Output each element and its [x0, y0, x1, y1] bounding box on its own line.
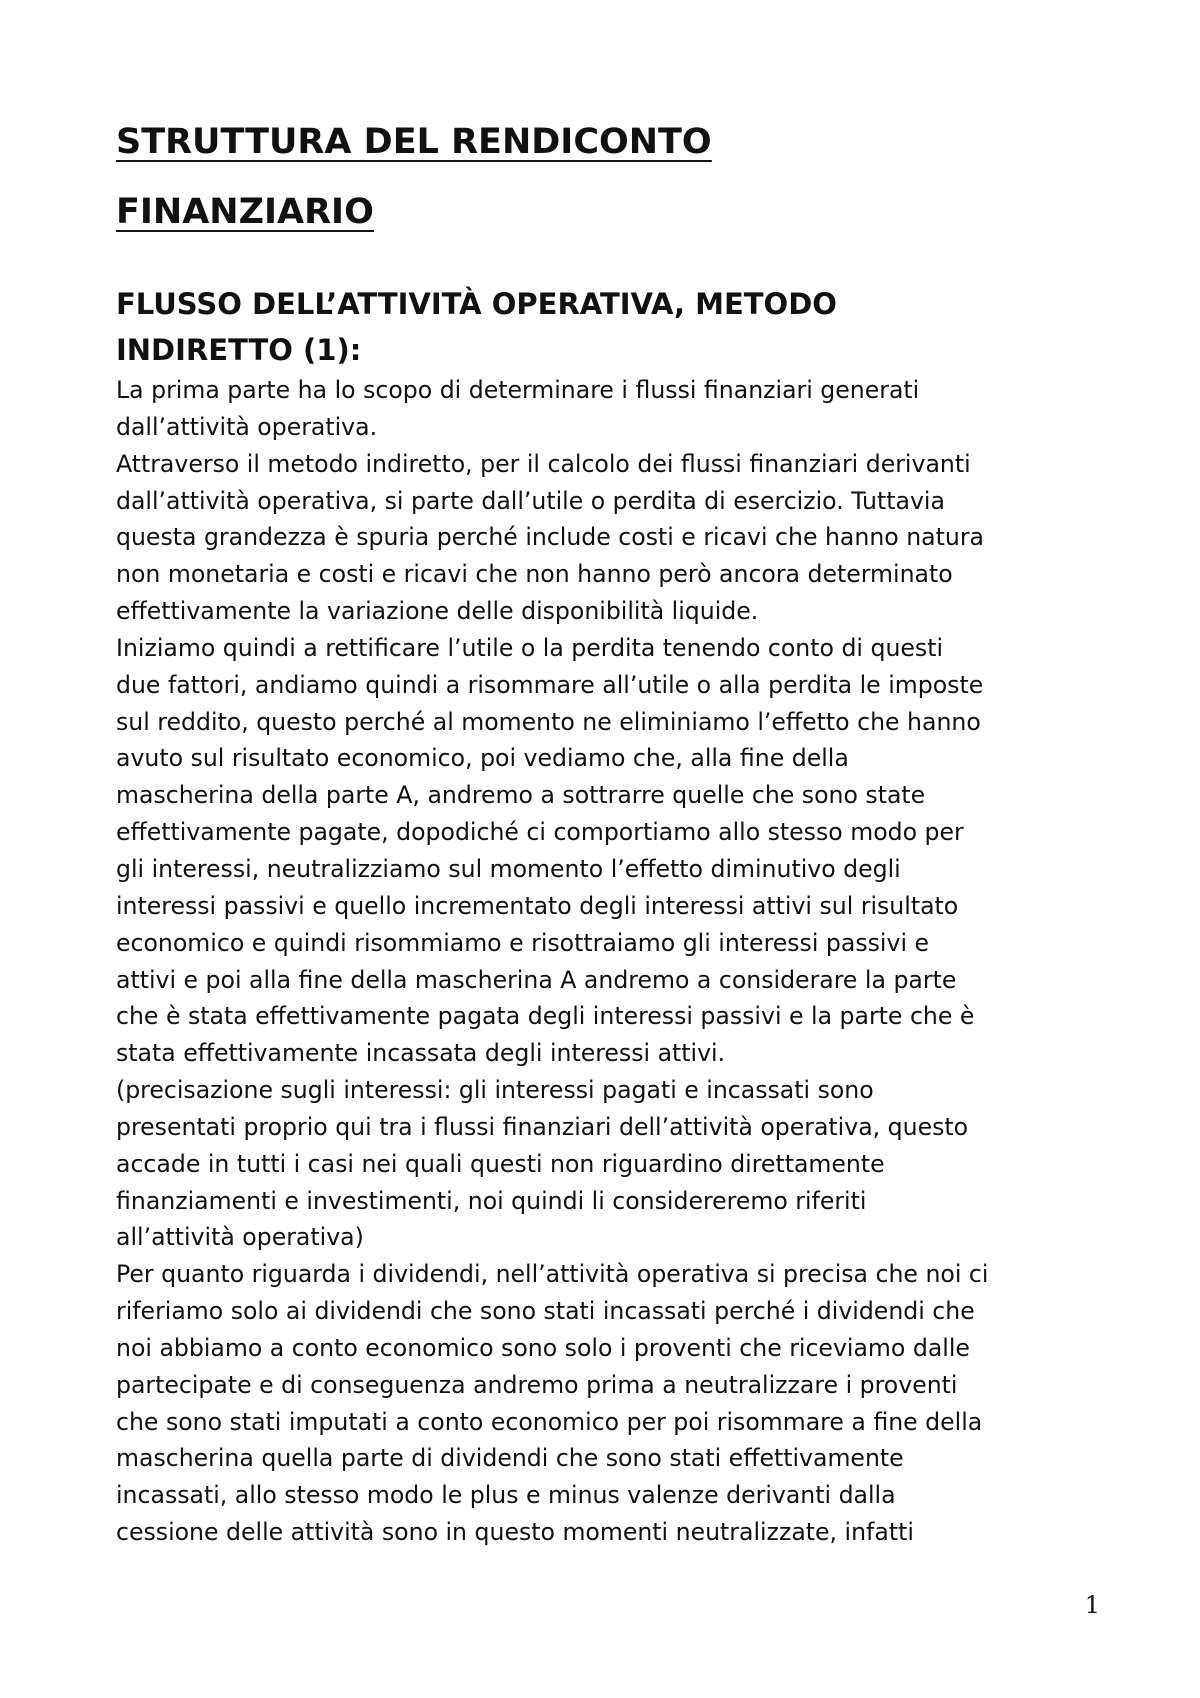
body-line: Iniziamo quindi a rettificare l’utile o la perdita tenendo conto di questi [116, 633, 944, 662]
body-line: finanziamenti e investimenti, noi quindi li considereremo riferiti [116, 1186, 867, 1215]
body-line: interessi passivi e quello incrementato degli interessi attivi sul risultato [116, 891, 959, 920]
body-line: mascherina della parte A, andremo a sottrarre quelle che sono state [116, 781, 926, 810]
body-line: Per quanto riguarda i dividendi, nell’attività operativa si precisa che noi ci [116, 1260, 989, 1289]
body-line: stata effettivamente incassata degli interessi attivi. [116, 1039, 726, 1068]
title-line-1-text: STRUTTURA DEL RENDICONTO [116, 122, 712, 162]
body-line: (precisazione sugli interessi: gli interessi pagati e incassati sono [116, 1076, 874, 1105]
body-line: accade in tutti i casi nei quali questi non riguardino direttamente [116, 1149, 885, 1178]
body-line: noi abbiamo a conto economico sono solo i proventi che riceviamo dalle [116, 1333, 970, 1362]
body-line: dall’attività operativa. [116, 412, 378, 441]
body-line: all’attività operativa) [116, 1223, 364, 1252]
body-line: non monetaria e costi e ricavi che non hanno però ancora determinato [116, 560, 953, 589]
body-line: che sono stati imputati a conto economico per poi risommare a fine della [116, 1407, 983, 1436]
body-line: gli interessi, neutralizziamo sul momento l’effetto diminutivo degli [116, 854, 901, 883]
body-line: partecipate e di conseguenza andremo prima a neutralizzare i proventi [116, 1370, 958, 1399]
body-line: mascherina quella parte di dividendi che sono stati effettivamente [116, 1444, 904, 1473]
page-number: 1 [1084, 1591, 1100, 1619]
body-line: questa grandezza è spuria perché include costi e ricavi che hanno natura [116, 523, 984, 552]
body-line: sul reddito, questo perché al momento ne eliminiamo l’effetto che hanno [116, 707, 981, 736]
body-line: La prima parte ha lo scopo di determinare i flussi finanziari generati [116, 376, 920, 404]
body-line: effettivamente pagate, dopodiché ci comportiamo allo stesso modo per [116, 818, 964, 847]
body-line: presentati proprio qui tra i flussi finanziari dell’attività operativa, questo [116, 1112, 969, 1141]
body-line: riferiamo solo ai dividendi che sono stati incassati perché i dividendi che [116, 1297, 975, 1326]
section-heading [116, 281, 1116, 373]
title-line-2-text: FINANZIARIO [116, 192, 374, 232]
body-line: attivi e poi alla fine della mascherina A andremo a considerare la parte [116, 965, 957, 994]
body-line: Attraverso il metodo indiretto, per il calcolo dei flussi finanziari derivanti [116, 449, 971, 478]
body-line: cessione delle attività sono in questo momenti neutralizzate, infatti [116, 1518, 914, 1547]
body-line: due fattori, andiamo quindi a risommare all’utile o alla perdita le imposte [116, 670, 984, 699]
body-line: che è stata effettivamente pagata degli interessi passivi e la parte che è [116, 1002, 975, 1031]
title-line-1 [116, 107, 1116, 177]
heading-line-1: FLUSSO DELL’ATTIVITÀ OPERATIVA, METODO [116, 287, 837, 321]
body-line: economico e quindi risommiamo e risottraiamo gli interessi passivi e [116, 928, 930, 957]
body-text [116, 372, 1136, 1551]
body-line: dall’attività operativa, si parte dall’utile o perdita di esercizio. Tuttavia [116, 486, 945, 515]
body-line: incassati, allo stesso modo le plus e minus valenze derivanti dalla [116, 1481, 896, 1510]
body-line: effettivamente la variazione delle disponibilità liquide. [116, 597, 759, 626]
title-line-2 [116, 177, 1116, 247]
heading-line-2: INDIRETTO (1): [116, 333, 362, 367]
document-title [116, 107, 1116, 247]
body-line: avuto sul risultato economico, poi vediamo che, alla fine della [116, 744, 849, 773]
